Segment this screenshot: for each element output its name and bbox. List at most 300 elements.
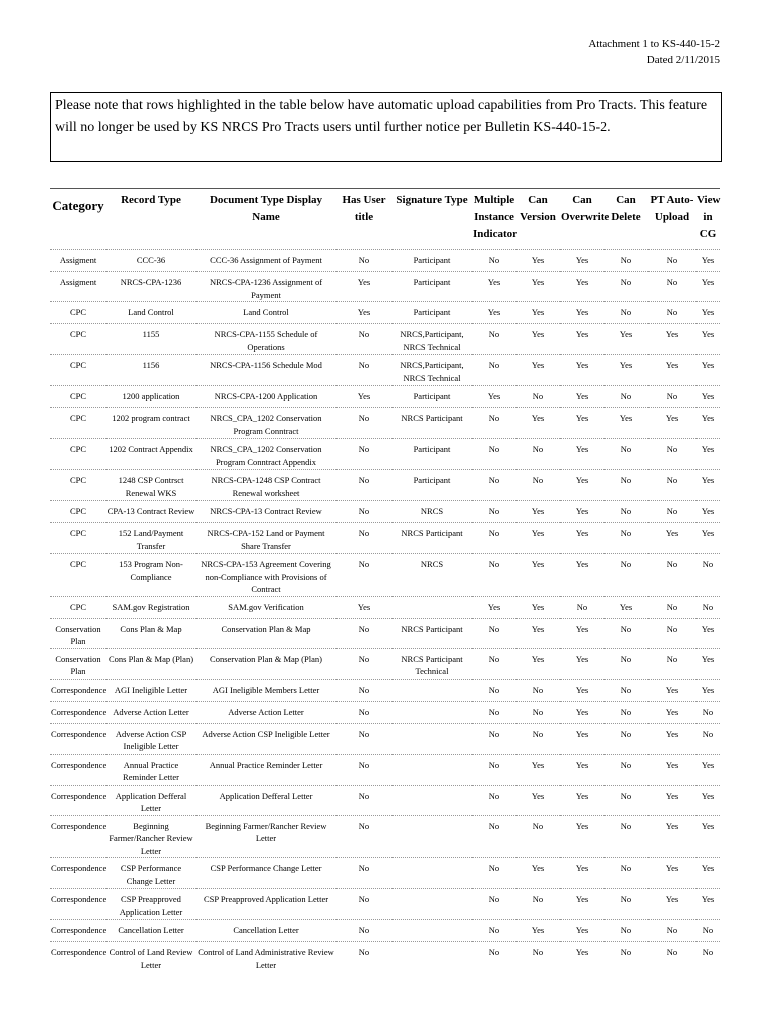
cell-pt-auto-upload: No xyxy=(648,920,696,942)
cell-has-user-title: Yes xyxy=(336,386,392,408)
cell-signature-type xyxy=(392,679,472,701)
cell-pt-auto-upload: No xyxy=(648,618,696,648)
cell-multiple-instance: No xyxy=(472,920,516,942)
cell-category: Correspondence xyxy=(50,723,106,754)
cell-record-type: AGI Ineligible Letter xyxy=(106,679,196,701)
cell-has-user-title: No xyxy=(336,920,392,942)
cell-has-user-title: No xyxy=(336,648,392,679)
cell-category: Correspondence xyxy=(50,785,106,815)
cell-view-in-cg: Yes xyxy=(696,501,720,523)
cell-document-type: Adverse Action CSP Ineligible Letter xyxy=(196,723,336,754)
cell-can-overwrite: Yes xyxy=(560,618,604,648)
cell-document-type: Annual Practice Reminder Letter xyxy=(196,754,336,785)
cell-can-overwrite: Yes xyxy=(560,386,604,408)
cell-can-overwrite: Yes xyxy=(560,889,604,920)
cell-pt-auto-upload: Yes xyxy=(648,701,696,723)
cell-signature-type: Participant xyxy=(392,470,472,501)
table-row xyxy=(50,302,720,324)
table-row xyxy=(50,679,720,701)
cell-category: Conservation Plan xyxy=(50,648,106,679)
table-row xyxy=(50,386,720,408)
cell-signature-type: NRCS xyxy=(392,501,472,523)
cell-can-version: Yes xyxy=(516,523,560,554)
cell-signature-type xyxy=(392,785,472,815)
cell-view-in-cg: No xyxy=(696,596,720,618)
cell-multiple-instance: No xyxy=(472,785,516,815)
cell-record-type: 153 Program Non-Compliance xyxy=(106,554,196,597)
cell-document-type: AGI Ineligible Members Letter xyxy=(196,679,336,701)
cell-can-version: No xyxy=(516,942,560,973)
cell-pt-auto-upload: Yes xyxy=(648,785,696,815)
cell-signature-type xyxy=(392,889,472,920)
cell-record-type: SAM.gov Registration xyxy=(106,596,196,618)
cell-multiple-instance: No xyxy=(472,723,516,754)
cell-can-overwrite: Yes xyxy=(560,858,604,889)
cell-multiple-instance: Yes xyxy=(472,272,516,302)
cell-signature-type xyxy=(392,858,472,889)
table-row xyxy=(50,785,720,815)
header-document-type: Document Type Display Name xyxy=(209,194,323,223)
cell-pt-auto-upload: No xyxy=(648,596,696,618)
cell-signature-type: Participant xyxy=(392,386,472,408)
cell-signature-type: Participant xyxy=(392,302,472,324)
cell-multiple-instance: No xyxy=(472,470,516,501)
table-row xyxy=(50,815,720,858)
cell-can-delete: No xyxy=(604,554,648,597)
cell-can-overwrite: Yes xyxy=(560,470,604,501)
cell-document-type: NRCS-CPA-1236 Assignment of Payment xyxy=(196,272,336,302)
attachment-reference xyxy=(588,36,720,68)
cell-can-delete: No xyxy=(604,701,648,723)
cell-category: Correspondence xyxy=(50,754,106,785)
cell-signature-type: NRCS xyxy=(392,554,472,597)
cell-category: CPC xyxy=(50,302,106,324)
cell-can-delete: Yes xyxy=(604,324,648,355)
cell-can-overwrite: Yes xyxy=(560,679,604,701)
cell-can-delete: No xyxy=(604,815,648,858)
cell-signature-type: NRCS,Participant, NRCS Technical xyxy=(392,324,472,355)
cell-view-in-cg: Yes xyxy=(696,439,720,470)
cell-view-in-cg: Yes xyxy=(696,754,720,785)
cell-pt-auto-upload: Yes xyxy=(648,815,696,858)
cell-has-user-title: No xyxy=(336,679,392,701)
cell-multiple-instance: No xyxy=(472,439,516,470)
cell-document-type: NRCS-CPA-1248 CSP Contract Renewal worksheet xyxy=(196,470,336,501)
table-row xyxy=(50,324,720,355)
cell-record-type: Annual Practice Reminder Letter xyxy=(106,754,196,785)
cell-can-overwrite: Yes xyxy=(560,754,604,785)
cell-can-delete: No xyxy=(604,785,648,815)
cell-can-delete: No xyxy=(604,272,648,302)
cell-has-user-title: No xyxy=(336,889,392,920)
cell-multiple-instance: No xyxy=(472,858,516,889)
notice-box xyxy=(50,92,722,162)
cell-can-version: Yes xyxy=(516,785,560,815)
table-row xyxy=(50,523,720,554)
cell-pt-auto-upload: Yes xyxy=(648,324,696,355)
cell-can-version: No xyxy=(516,439,560,470)
attachment-line: Attachment 1 to KS-440-15-2 xyxy=(588,38,720,50)
table-row xyxy=(50,439,720,470)
cell-can-overwrite: Yes xyxy=(560,920,604,942)
cell-view-in-cg: No xyxy=(696,701,720,723)
cell-view-in-cg: Yes xyxy=(696,858,720,889)
cell-signature-type: NRCS Participant xyxy=(392,523,472,554)
cell-record-type: CCC-36 xyxy=(106,250,196,272)
cell-multiple-instance: No xyxy=(472,679,516,701)
cell-multiple-instance: No xyxy=(472,554,516,597)
cell-document-type: Conservation Plan & Map xyxy=(196,618,336,648)
cell-can-delete: No xyxy=(604,302,648,324)
cell-can-overwrite: Yes xyxy=(560,648,604,679)
cell-pt-auto-upload: Yes xyxy=(648,523,696,554)
cell-can-delete: No xyxy=(604,470,648,501)
cell-can-version: Yes xyxy=(516,554,560,597)
cell-view-in-cg: Yes xyxy=(696,618,720,648)
cell-has-user-title: Yes xyxy=(336,596,392,618)
cell-can-version: Yes xyxy=(516,250,560,272)
cell-record-type: Beginning Farmer/Rancher Review Letter xyxy=(106,815,196,858)
cell-pt-auto-upload: No xyxy=(648,250,696,272)
cell-category: Correspondence xyxy=(50,679,106,701)
cell-has-user-title: No xyxy=(336,501,392,523)
header-category: Category xyxy=(52,198,104,213)
cell-can-overwrite: Yes xyxy=(560,439,604,470)
cell-can-overwrite: Yes xyxy=(560,324,604,355)
cell-signature-type: Participant xyxy=(392,250,472,272)
cell-category: CPC xyxy=(50,386,106,408)
cell-has-user-title: No xyxy=(336,355,392,386)
cell-pt-auto-upload: No xyxy=(648,386,696,408)
table-row xyxy=(50,858,720,889)
cell-document-type: Conservation Plan & Map (Plan) xyxy=(196,648,336,679)
cell-can-version: No xyxy=(516,701,560,723)
cell-can-version: Yes xyxy=(516,858,560,889)
cell-can-delete: No xyxy=(604,386,648,408)
record-types-table xyxy=(50,188,720,973)
table-body xyxy=(50,250,720,973)
cell-record-type: 1156 xyxy=(106,355,196,386)
cell-pt-auto-upload: No xyxy=(648,470,696,501)
cell-record-type: 1248 CSP Contrsct Renewal WKS xyxy=(106,470,196,501)
header-has-user-title: Has User title xyxy=(342,194,386,223)
cell-pt-auto-upload: No xyxy=(648,648,696,679)
cell-document-type: NRCS-CPA-1200 Application xyxy=(196,386,336,408)
cell-multiple-instance: No xyxy=(472,618,516,648)
cell-pt-auto-upload: No xyxy=(648,272,696,302)
cell-record-type: 1155 xyxy=(106,324,196,355)
cell-can-version: No xyxy=(516,723,560,754)
cell-category: CPC xyxy=(50,408,106,439)
cell-multiple-instance: No xyxy=(472,754,516,785)
cell-category: Correspondence xyxy=(50,920,106,942)
cell-category: Correspondence xyxy=(50,942,106,973)
cell-can-version: Yes xyxy=(516,618,560,648)
cell-multiple-instance: No xyxy=(472,355,516,386)
cell-document-type: NRCS-CPA-13 Contract Review xyxy=(196,501,336,523)
header-can-version: Can Version xyxy=(520,194,556,223)
cell-record-type: Adverse Action CSP Ineligible Letter xyxy=(106,723,196,754)
table-row xyxy=(50,470,720,501)
table-row xyxy=(50,596,720,618)
cell-signature-type xyxy=(392,596,472,618)
cell-document-type: CSP Performance Change Letter xyxy=(196,858,336,889)
cell-can-overwrite: Yes xyxy=(560,302,604,324)
cell-category: Assigment xyxy=(50,250,106,272)
cell-multiple-instance: No xyxy=(472,701,516,723)
table-row xyxy=(50,723,720,754)
cell-record-type: CSP Performance Change Letter xyxy=(106,858,196,889)
cell-category: CPC xyxy=(50,523,106,554)
cell-view-in-cg: Yes xyxy=(696,250,720,272)
cell-can-overwrite: Yes xyxy=(560,355,604,386)
cell-document-type: CCC-36 Assignment of Payment xyxy=(196,250,336,272)
cell-view-in-cg: Yes xyxy=(696,355,720,386)
cell-pt-auto-upload: Yes xyxy=(648,355,696,386)
table-row xyxy=(50,355,720,386)
cell-pt-auto-upload: Yes xyxy=(648,889,696,920)
cell-can-delete: No xyxy=(604,439,648,470)
cell-category: Correspondence xyxy=(50,815,106,858)
table-row xyxy=(50,889,720,920)
cell-pt-auto-upload: No xyxy=(648,942,696,973)
cell-document-type: CSP Preapproved Application Letter xyxy=(196,889,336,920)
cell-document-type: Beginning Farmer/Rancher Review Letter xyxy=(196,815,336,858)
cell-document-type: Land Control xyxy=(196,302,336,324)
cell-can-delete: No xyxy=(604,250,648,272)
cell-has-user-title: No xyxy=(336,324,392,355)
cell-can-overwrite: Yes xyxy=(560,272,604,302)
cell-record-type: 1202 Contract Appendix xyxy=(106,439,196,470)
cell-signature-type xyxy=(392,723,472,754)
cell-can-delete: Yes xyxy=(604,355,648,386)
cell-multiple-instance: No xyxy=(472,250,516,272)
cell-pt-auto-upload: No xyxy=(648,439,696,470)
cell-can-version: Yes xyxy=(516,408,560,439)
cell-view-in-cg: Yes xyxy=(696,889,720,920)
cell-category: CPC xyxy=(50,324,106,355)
cell-can-version: No xyxy=(516,679,560,701)
cell-multiple-instance: Yes xyxy=(472,596,516,618)
cell-document-type: Cancellation Letter xyxy=(196,920,336,942)
header-pt-auto-upload: PT Auto-Upload xyxy=(650,194,694,223)
cell-can-delete: No xyxy=(604,679,648,701)
cell-can-delete: No xyxy=(604,858,648,889)
cell-can-overwrite: Yes xyxy=(560,408,604,439)
cell-can-delete: No xyxy=(604,889,648,920)
cell-document-type: NRCS-CPA-152 Land or Payment Share Transfer xyxy=(196,523,336,554)
cell-has-user-title: No xyxy=(336,701,392,723)
cell-can-delete: No xyxy=(604,501,648,523)
cell-record-type: CSP Preapproved Application Letter xyxy=(106,889,196,920)
cell-record-type: Cons Plan & Map xyxy=(106,618,196,648)
cell-record-type: NRCS-CPA-1236 xyxy=(106,272,196,302)
cell-can-overwrite: Yes xyxy=(560,723,604,754)
cell-multiple-instance: No xyxy=(472,815,516,858)
cell-multiple-instance: Yes xyxy=(472,386,516,408)
cell-category: Correspondence xyxy=(50,889,106,920)
cell-can-delete: No xyxy=(604,920,648,942)
cell-view-in-cg: Yes xyxy=(696,785,720,815)
cell-can-version: No xyxy=(516,889,560,920)
cell-signature-type: NRCS Participant Technical xyxy=(392,648,472,679)
cell-pt-auto-upload: No xyxy=(648,501,696,523)
cell-can-overwrite: Yes xyxy=(560,554,604,597)
cell-category: CPC xyxy=(50,355,106,386)
cell-has-user-title: Yes xyxy=(336,272,392,302)
cell-multiple-instance: Yes xyxy=(472,302,516,324)
cell-document-type: NRCS-CPA-1155 Schedule of Operations xyxy=(196,324,336,355)
cell-category: CPC xyxy=(50,596,106,618)
cell-view-in-cg: No xyxy=(696,554,720,597)
cell-category: CPC xyxy=(50,470,106,501)
cell-signature-type: NRCS Participant xyxy=(392,408,472,439)
cell-can-overwrite: Yes xyxy=(560,501,604,523)
table-row xyxy=(50,648,720,679)
cell-can-overwrite: Yes xyxy=(560,942,604,973)
cell-can-version: Yes xyxy=(516,920,560,942)
cell-can-version: Yes xyxy=(516,501,560,523)
cell-view-in-cg: Yes xyxy=(696,408,720,439)
cell-record-type: 152 Land/Payment Transfer xyxy=(106,523,196,554)
cell-has-user-title: No xyxy=(336,815,392,858)
cell-signature-type xyxy=(392,920,472,942)
cell-can-overwrite: Yes xyxy=(560,815,604,858)
cell-document-type: NRCS-CPA-1156 Schedule Mod xyxy=(196,355,336,386)
cell-can-version: No xyxy=(516,470,560,501)
cell-has-user-title: No xyxy=(336,408,392,439)
cell-pt-auto-upload: No xyxy=(648,302,696,324)
cell-document-type: Application Defferal Letter xyxy=(196,785,336,815)
cell-signature-type xyxy=(392,942,472,973)
cell-view-in-cg: Yes xyxy=(696,386,720,408)
cell-document-type: Control of Land Administrative Review Letter xyxy=(196,942,336,973)
cell-can-delete: No xyxy=(604,723,648,754)
cell-multiple-instance: No xyxy=(472,408,516,439)
table-row xyxy=(50,701,720,723)
cell-has-user-title: No xyxy=(336,785,392,815)
header-can-delete: Can Delete xyxy=(611,194,641,223)
cell-has-user-title: No xyxy=(336,754,392,785)
cell-view-in-cg: Yes xyxy=(696,679,720,701)
cell-view-in-cg: Yes xyxy=(696,324,720,355)
cell-category: CPC xyxy=(50,501,106,523)
table-row xyxy=(50,618,720,648)
table-header-row xyxy=(50,189,720,250)
cell-can-version: Yes xyxy=(516,648,560,679)
cell-has-user-title: No xyxy=(336,858,392,889)
cell-signature-type xyxy=(392,754,472,785)
cell-can-overwrite: Yes xyxy=(560,701,604,723)
cell-has-user-title: No xyxy=(336,250,392,272)
table-row xyxy=(50,554,720,597)
cell-can-delete: Yes xyxy=(604,596,648,618)
cell-can-delete: Yes xyxy=(604,408,648,439)
cell-record-type: Control of Land Review Letter xyxy=(106,942,196,973)
header-can-overwrite: Can Overwrite xyxy=(561,194,610,223)
cell-can-version: Yes xyxy=(516,302,560,324)
table-row xyxy=(50,408,720,439)
cell-can-delete: No xyxy=(604,754,648,785)
cell-has-user-title: No xyxy=(336,618,392,648)
cell-multiple-instance: No xyxy=(472,501,516,523)
cell-document-type: NRCS-CPA-153 Agreement Covering non-Compliance with Provisions of Contract xyxy=(196,554,336,597)
cell-has-user-title: Yes xyxy=(336,302,392,324)
cell-record-type: Cons Plan & Map (Plan) xyxy=(106,648,196,679)
cell-view-in-cg: Yes xyxy=(696,470,720,501)
cell-category: Conservation Plan xyxy=(50,618,106,648)
notice-text: Please note that rows highlighted in the table below have automatic upload capabilities from Pro Tracts. This feature will no longer be used by KS NRCS Pro Tracts users until further notice per Bulletin KS-440-15-2. xyxy=(55,98,708,135)
cell-view-in-cg: No xyxy=(696,920,720,942)
cell-pt-auto-upload: Yes xyxy=(648,858,696,889)
header-signature-type: Signature Type xyxy=(396,194,468,206)
cell-signature-type xyxy=(392,701,472,723)
table-row xyxy=(50,754,720,785)
cell-multiple-instance: No xyxy=(472,942,516,973)
cell-view-in-cg: Yes xyxy=(696,815,720,858)
cell-view-in-cg: Yes xyxy=(696,302,720,324)
cell-signature-type: Participant xyxy=(392,439,472,470)
table-row xyxy=(50,501,720,523)
cell-view-in-cg: No xyxy=(696,942,720,973)
cell-document-type: NRCS_CPA_1202 Conservation Program Conntract Appendix xyxy=(196,439,336,470)
cell-category: CPC xyxy=(50,439,106,470)
header-record-type: Record Type xyxy=(121,194,181,206)
cell-has-user-title: No xyxy=(336,439,392,470)
cell-can-overwrite: Yes xyxy=(560,785,604,815)
table-row xyxy=(50,942,720,973)
cell-signature-type: NRCS,Participant, NRCS Technical xyxy=(392,355,472,386)
table-row xyxy=(50,250,720,272)
table-row xyxy=(50,272,720,302)
attachment-date: Dated 2/11/2015 xyxy=(646,54,720,66)
cell-record-type: Adverse Action Letter xyxy=(106,701,196,723)
cell-can-version: Yes xyxy=(516,596,560,618)
cell-can-version: Yes xyxy=(516,754,560,785)
cell-view-in-cg: Yes xyxy=(696,648,720,679)
cell-category: Correspondence xyxy=(50,858,106,889)
cell-pt-auto-upload: Yes xyxy=(648,408,696,439)
cell-has-user-title: No xyxy=(336,942,392,973)
cell-record-type: 1202 program contract xyxy=(106,408,196,439)
cell-can-overwrite: Yes xyxy=(560,523,604,554)
cell-view-in-cg: Yes xyxy=(696,523,720,554)
cell-category: Correspondence xyxy=(50,701,106,723)
cell-pt-auto-upload: Yes xyxy=(648,679,696,701)
cell-can-delete: No xyxy=(604,942,648,973)
cell-can-delete: No xyxy=(604,648,648,679)
cell-can-version: No xyxy=(516,815,560,858)
cell-multiple-instance: No xyxy=(472,889,516,920)
cell-pt-auto-upload: Yes xyxy=(648,723,696,754)
header-view-in-cg: View in CG xyxy=(697,194,721,240)
cell-signature-type xyxy=(392,815,472,858)
cell-record-type: 1200 application xyxy=(106,386,196,408)
cell-pt-auto-upload: No xyxy=(648,554,696,597)
cell-has-user-title: No xyxy=(336,723,392,754)
cell-can-version: Yes xyxy=(516,355,560,386)
cell-document-type: Adverse Action Letter xyxy=(196,701,336,723)
cell-has-user-title: No xyxy=(336,523,392,554)
cell-category: Assigment xyxy=(50,272,106,302)
cell-record-type: Application Defferal Letter xyxy=(106,785,196,815)
cell-can-version: No xyxy=(516,386,560,408)
cell-record-type: Land Control xyxy=(106,302,196,324)
cell-view-in-cg: Yes xyxy=(696,272,720,302)
table-row xyxy=(50,920,720,942)
cell-document-type: NRCS_CPA_1202 Conservation Program Conntract xyxy=(196,408,336,439)
cell-record-type: Cancellation Letter xyxy=(106,920,196,942)
